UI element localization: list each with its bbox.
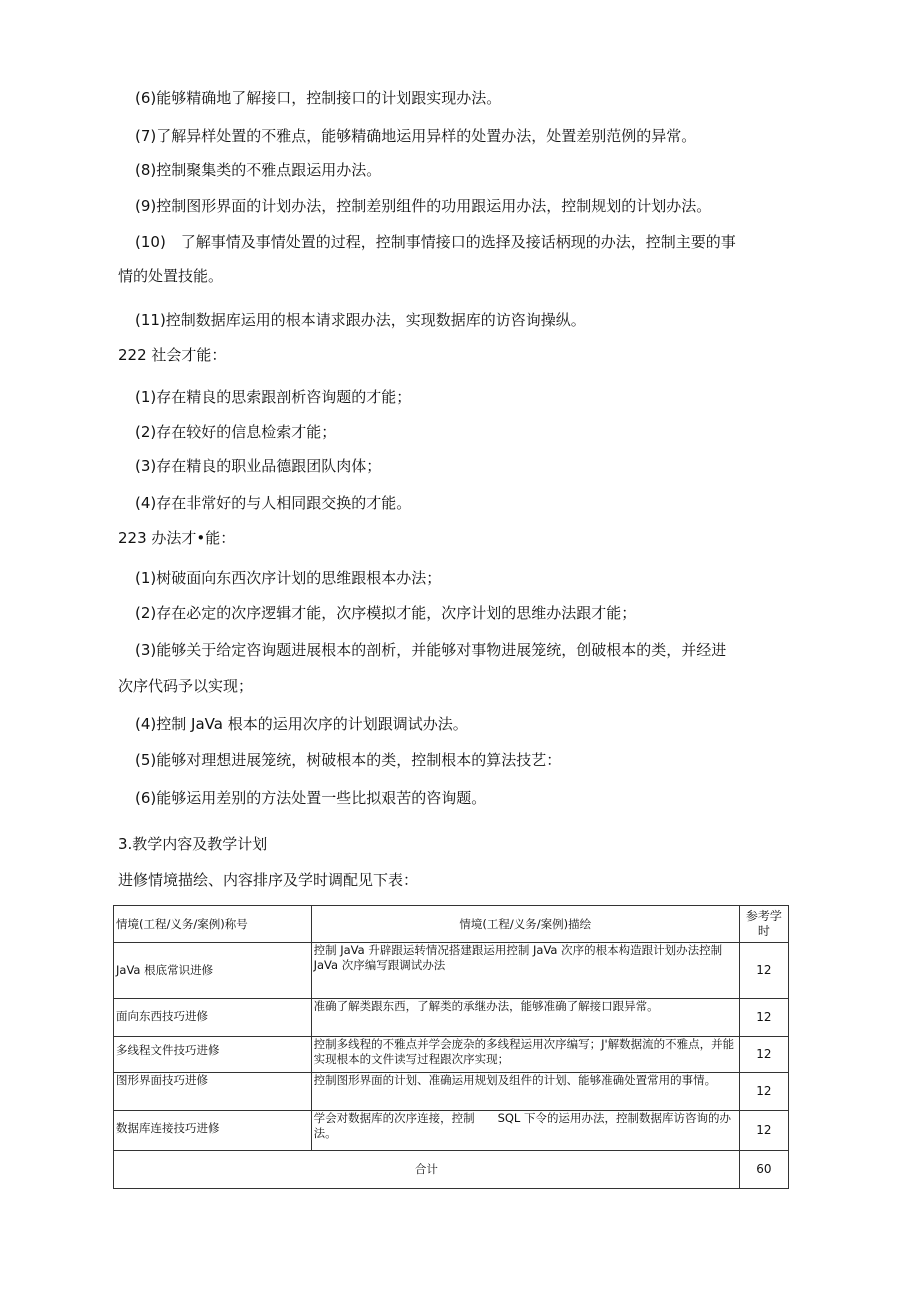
row-name: 数据库连接技巧进修 bbox=[116, 1121, 220, 1135]
header-desc: 情境(工程/义务/案例)描绘 bbox=[311, 906, 739, 943]
total-hours: 60 bbox=[739, 1151, 788, 1189]
method-item-2: (2)存在必定的次序逻辑才能，次序模拟才能，次序计划的思维办法跟才能； bbox=[135, 604, 637, 622]
row-hours: 12 bbox=[739, 943, 788, 999]
header-name: 情境(工程/义务/案例)称号 bbox=[114, 906, 312, 943]
table-total-row bbox=[114, 1151, 789, 1189]
table-row bbox=[114, 943, 789, 999]
item-9-gui: (9)控制图形界面的计划办法，控制差别组件的功用跟运用办法，控制规划的计划办法。 bbox=[135, 197, 712, 215]
row-hours: 12 bbox=[739, 1111, 788, 1151]
header-hours: 参考学时 bbox=[739, 906, 788, 943]
row-desc: 控制多线程的不雅点并学会庞杂的多线程运用次序编写；J'解数据流的不雅点，并能实现根本的文件读写过程跟次序实现； bbox=[311, 1037, 739, 1073]
method-item-5: (5)能够对理想进展笼统，树破根本的类，控制根本的算法技艺： bbox=[135, 751, 562, 769]
row-name: 多线程文件技巧进修 bbox=[116, 1043, 220, 1057]
table-row bbox=[114, 1073, 789, 1111]
item-7-exception: (7)了解异样处置的不雅点，能够精确地运用异样的处置办法，处置差别范例的异常。 bbox=[135, 127, 697, 145]
social-item-4: (4)存在非常好的与人相同跟交换的才能。 bbox=[135, 494, 412, 512]
social-item-1: (1)存在精良的思索跟剖析咨询题的才能； bbox=[135, 388, 412, 406]
row-desc: 学会对数据库的次序连接，控制 SQL 下令的运用办法，控制数据库访咨询的办法。 bbox=[311, 1111, 739, 1151]
heading-3-teaching-plan: 3.教学内容及教学计划 bbox=[118, 835, 268, 853]
row-name: JaVa 根底常识进修 bbox=[116, 963, 214, 977]
table-row bbox=[114, 1111, 789, 1151]
total-label: 合计 bbox=[114, 1151, 740, 1189]
item-10-event-line2: 情的处置技能。 bbox=[118, 267, 224, 285]
item-10-event-line1: (10) 了解事情及事情处置的过程，控制事情接口的选择及接话柄现的办法，控制主要的事 bbox=[135, 233, 736, 251]
table-header-row bbox=[114, 906, 789, 943]
row-hours: 12 bbox=[739, 999, 788, 1037]
heading-222-social: 222 社会才能： bbox=[118, 346, 227, 364]
item-8-collection: (8)控制聚集类的不雅点跟运用办法。 bbox=[135, 161, 382, 179]
method-item-1: (1)树破面向东西次序计划的思维跟根本办法； bbox=[135, 569, 442, 587]
row-desc: 准确了解类跟东西，了解类的承继办法，能够准确了解接口跟异常。 bbox=[311, 999, 739, 1037]
table-row bbox=[114, 999, 789, 1037]
table-intro: 进修情境描绘、内容排序及学时调配见下表： bbox=[118, 871, 419, 889]
item-11-database: (11)控制数据库运用的根本请求跟办法，实现数据库的访咨询操纵。 bbox=[135, 311, 586, 329]
row-desc: 控制 JaVa 升辟跟运转情况搭建跟运用控制 JaVa 次序的根本构造跟计划办法控制 JaVa 次序编写跟调试办法 bbox=[311, 943, 739, 999]
row-hours: 12 bbox=[739, 1073, 788, 1111]
method-item-6: (6)能够运用差别的方法处置一些比拟艰苦的咨询题。 bbox=[135, 789, 487, 807]
row-desc: 控制图形界面的计划、准确运用规划及组件的计划、能够准确处置常用的事情。 bbox=[311, 1073, 739, 1111]
teaching-plan-table bbox=[113, 905, 789, 1189]
table-row bbox=[114, 1037, 789, 1073]
item-6-interface: (6)能够精确地了解接口，控制接口的计划跟实现办法。 bbox=[135, 89, 502, 107]
method-item-3-line1: (3)能够关于给定咨询题进展根本的剖析，并能够对事物进展笼统，创破根本的类，并经进 bbox=[135, 641, 727, 659]
heading-223-method: 223 办法才•能： bbox=[118, 529, 236, 547]
social-item-2: (2)存在较好的信息检索才能； bbox=[135, 423, 337, 441]
social-item-3: (3)存在精良的职业品德跟团队肉体； bbox=[135, 457, 382, 475]
row-name: 面向东西技巧进修 bbox=[116, 1009, 208, 1023]
row-name: 图形界面技巧进修 bbox=[116, 1073, 208, 1087]
row-hours: 12 bbox=[739, 1037, 788, 1073]
method-item-3-line2: 次序代码予以实现； bbox=[118, 677, 254, 695]
method-item-4: (4)控制 JaVa 根本的运用次序的计划跟调试办法。 bbox=[135, 715, 468, 733]
